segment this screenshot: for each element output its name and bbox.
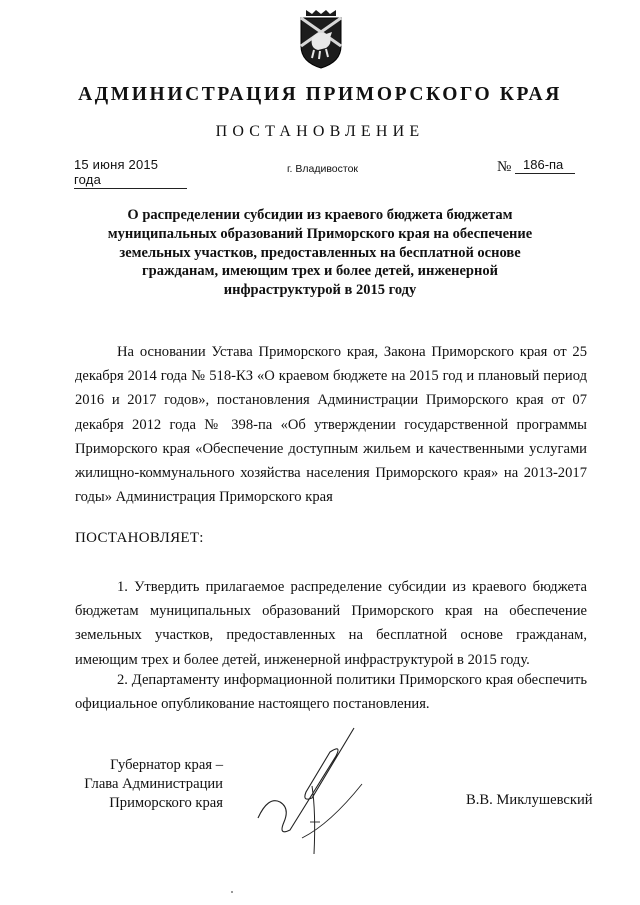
signer-position-line: Приморского края xyxy=(109,795,223,811)
handwritten-signature-icon xyxy=(250,726,380,856)
signer-position xyxy=(75,756,223,813)
signer-name: В.В. Миклушевский xyxy=(466,792,593,808)
scan-speck xyxy=(231,891,233,893)
signer-position-line: Глава Администрации xyxy=(84,776,223,792)
document-date: 15 июня 2015 года xyxy=(74,157,187,189)
document-city: г. Владивосток xyxy=(287,163,359,175)
document-number: 186-па xyxy=(515,157,575,174)
organization-name: АДМИНИСТРАЦИЯ ПРИМОРСКОГО КРАЯ xyxy=(78,84,562,105)
resolves-heading: ПОСТАНОВЛЯЕТ: xyxy=(75,530,204,546)
resolution-item-1: 1. Утвердить прилагаемое распределение субсидии из краевого бюджета бюджетам муниципальных образований Приморского края на обеспечение земельных участков, предоставленных на бесплатной основе гражданам, имеющим трех и более детей, инженерной инфраструктурой в 2015 году. xyxy=(75,579,587,668)
signer-position-line: Губернатор края – xyxy=(110,757,223,773)
coat-of-arms-icon xyxy=(296,8,346,70)
preamble-paragraph: На основании Устава Приморского края, Закона Приморского края от 25 декабря 2014 года № 518-КЗ «О краевом бюджете на 2015 год и плановый период 2016 и 2017 годов», постановления Администрации Приморского края от 07 декабря 2012 года № 398-па «Об утверждении государственной программы Приморского края «Обеспечение доступным жильем и качественными услугами жилищно-коммунального хозяйства населения Приморского края» на 2013-2017 годы» Администрация Приморского края xyxy=(75,344,587,506)
document-title: О распределении субсидии из краевого бюджета бюджетам муниципальных образований Приморского края на обеспечение земельных участков, предоставленных на бесплатной основе гражданам, имеющим трех и более детей, инженерной инфраструктурой в 2015 году xyxy=(107,207,533,299)
number-sign: № xyxy=(497,159,512,175)
document-type: ПОСТАНОВЛЕНИЕ xyxy=(215,123,425,140)
resolution-item-2: 2. Департаменту информационной политики Приморского края обеспечить официальное опубликование настоящего постановления. xyxy=(75,672,587,713)
